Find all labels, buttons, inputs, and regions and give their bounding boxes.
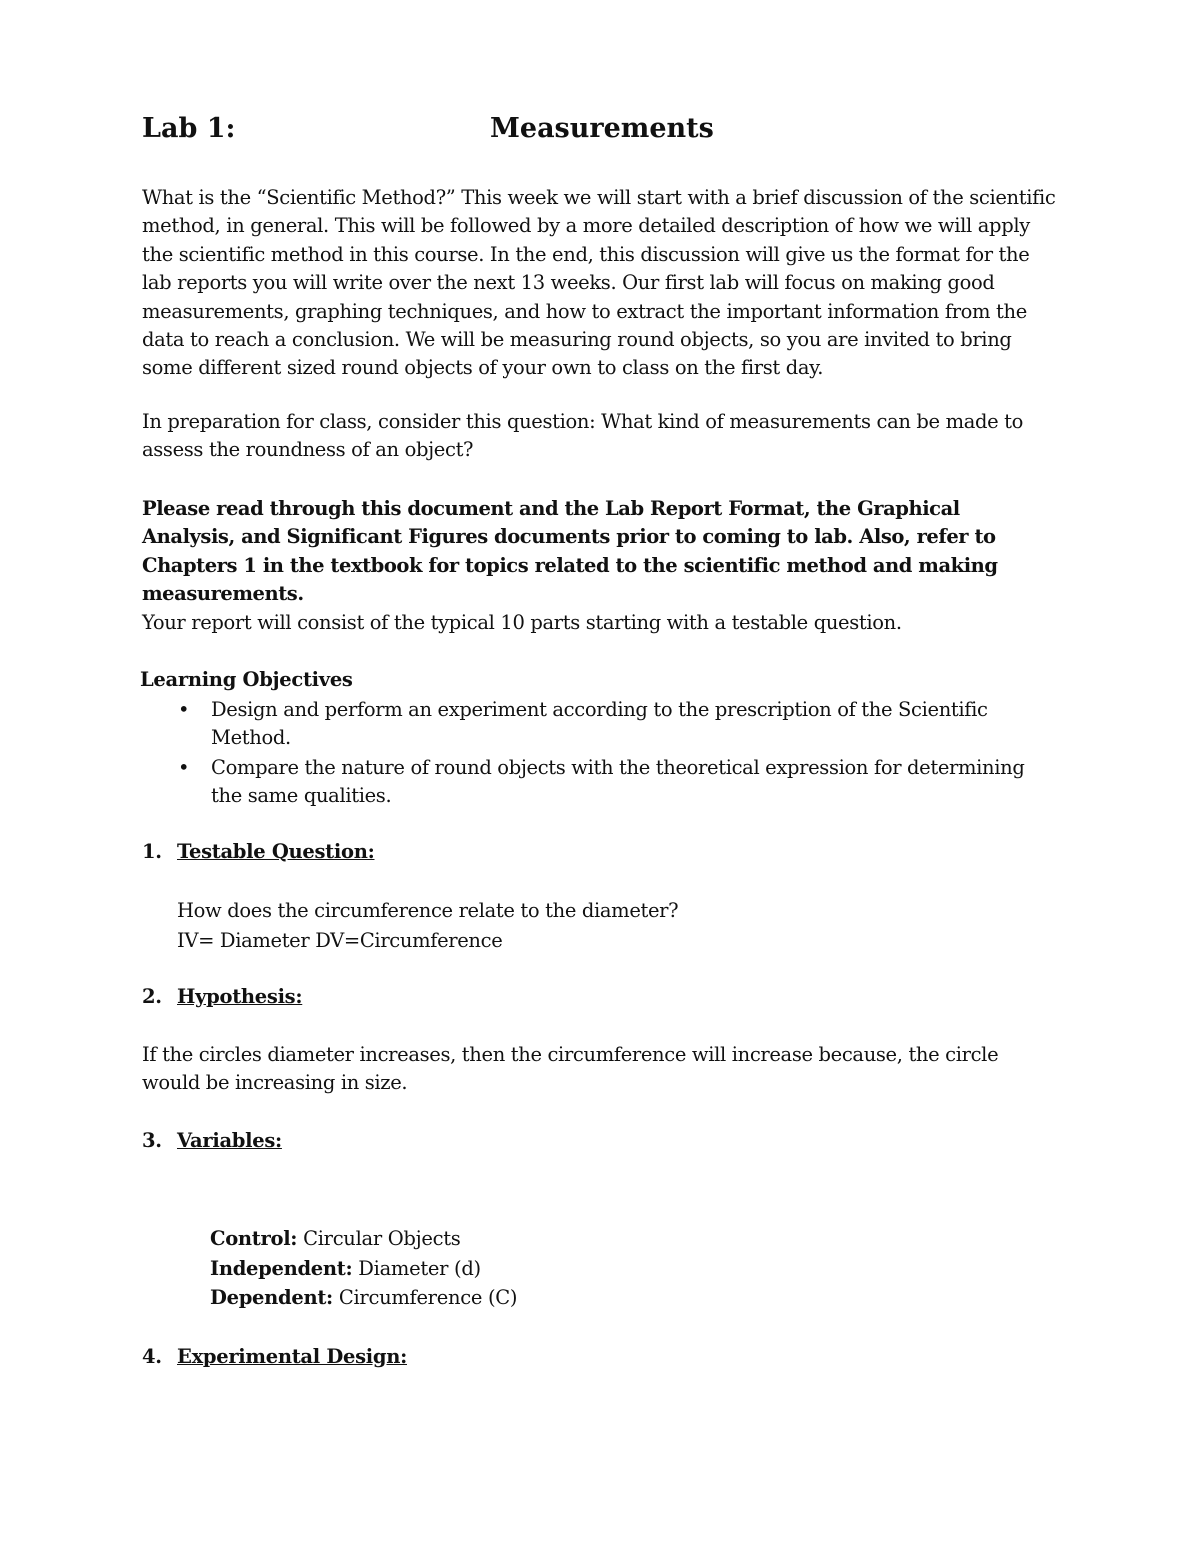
variable-independent — [210, 1254, 517, 1284]
section-title: Experimental Design: — [177, 1345, 407, 1368]
bullet-icon: • — [178, 698, 190, 721]
title-lab-number: Lab 1: — [142, 113, 236, 144]
section-number: 2. — [142, 985, 162, 1008]
variable-dependent — [210, 1283, 517, 1313]
testable-question-variables: IV= Diameter DV=Circumference — [177, 928, 503, 952]
section-title: Testable Question: — [177, 840, 375, 863]
variable-control — [210, 1224, 517, 1254]
objective-text: Design and perform an experiment according to the prescription of the Scientific Method. — [211, 698, 988, 750]
preparation-paragraph: In preparation for class, consider this question: What kind of measurements can be made to assess the roundness of an object? — [142, 410, 1024, 462]
reading-notice-paragraph: Please read through this document and the Lab Report Format, the Graphical Analysis, and Significant Figures documents prior to coming to lab. Also, refer to Chapters 1 in the textbook for topics related to the scientific method and making measurements. — [142, 497, 998, 606]
section-number: 1. — [142, 840, 162, 863]
list-item — [142, 754, 1057, 811]
section-number: 3. — [142, 1129, 162, 1152]
section-testable-question-heading — [142, 838, 374, 866]
title-lab-name: Measurements — [490, 113, 714, 144]
section-title: Variables: — [177, 1129, 282, 1152]
objective-text: Compare the nature of round objects with the theoretical expression for determining the same qualities. — [211, 755, 1025, 808]
list-item — [142, 696, 1057, 753]
learning-objectives-heading: Learning Objectives — [140, 668, 353, 691]
learning-objectives-list — [142, 696, 1057, 812]
variable-value: Circular Objects — [303, 1227, 461, 1250]
variable-label: Independent: — [210, 1256, 353, 1280]
variables-list — [210, 1224, 517, 1313]
hypothesis-text: If the circles diameter increases, then the circumference will increase because, the circle would be increasing in size. — [142, 1043, 999, 1095]
variable-label: Dependent: — [210, 1286, 333, 1309]
report-note-paragraph: Your report will consist of the typical 10 parts starting with a testable question. — [142, 611, 902, 634]
section-hypothesis-heading — [142, 983, 302, 1011]
testable-question-body — [177, 896, 678, 955]
intro-paragraph: What is the “Scientific Method?” This week we will start with a brief discussion of the scientific method, in general. This will be followed by a more detailed description of how we will apply the scientific method in this course. In the end, this discussion will give us the format for the lab reports you will write over the next 13 weeks. Our first lab will focus on making good measurements, graphing techniques, and how to extract the important information from the data to reach a conclusion. We will be measuring round objects, so you are invited to bring some different sized round objects of your own to class on the first day. — [142, 186, 1056, 380]
section-number: 4. — [142, 1345, 162, 1368]
variable-value: Diameter (d) — [358, 1256, 481, 1280]
section-variables-heading — [142, 1127, 282, 1155]
variable-label: Control: — [210, 1227, 298, 1250]
section-title: Hypothesis: — [177, 985, 303, 1008]
section-experimental-design-heading — [142, 1343, 407, 1371]
testable-question-text: How does the circumference relate to the diameter? — [177, 899, 679, 922]
bullet-icon: • — [178, 755, 190, 779]
document-title — [142, 113, 1042, 157]
variable-value: Circumference (C) — [338, 1286, 518, 1309]
